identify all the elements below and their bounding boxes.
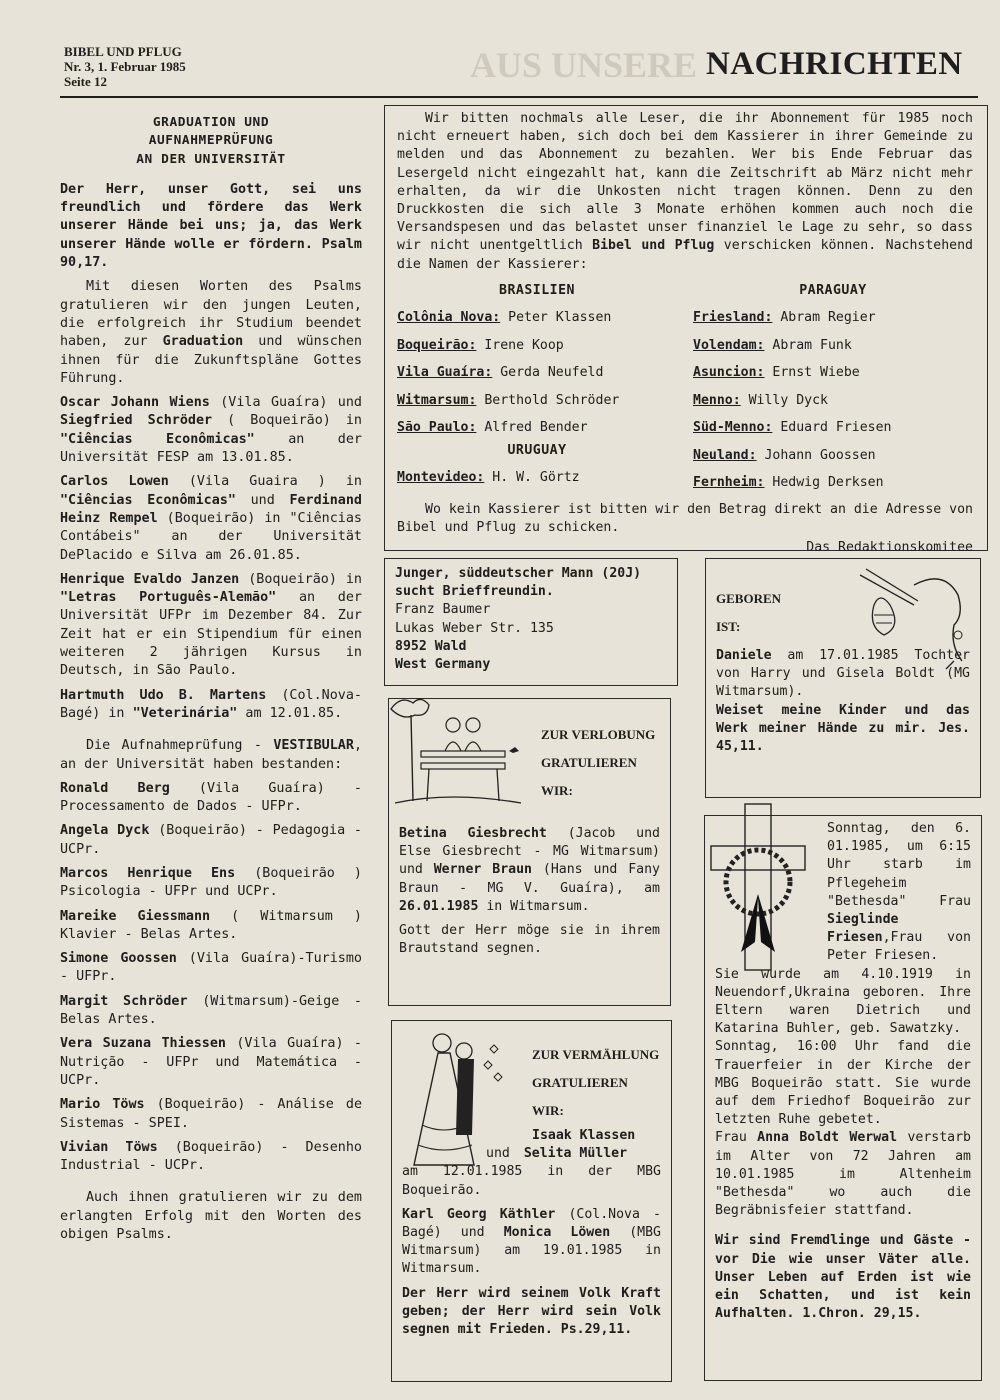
graduate-entry: Henrique Evaldo Janzen (Boqueirão) in "Letras Português-Alemão" an der Universität UFPr im Dezember 84. Zur Zeit hat er ein Stipendium für einen weiteren 2 jährigen Kursus in Deutsch, in São Paulo. [60, 571, 362, 679]
notice-paragraph: Wir bitten nochmals alle Leser, die ihr Abonnement für 1985 noch nicht erneuert haben, sich doch bei dem Kassierer in ihrer Gemeinde zu melden und das Abonnement zu bezahlen. Wer bis Ende Februar das Lesergeld nicht eingezahlt hat, kann die Zeitschrift ab März nicht mehr erhalten, da wir die Unkosten nicht tragen können. Denn zu den Druckkosten die sich alle 3 Monate erhöhen kommen auch noch die Versandspesen und das belastet unser finanziel le Lage zu sehr, so dass wir nicht unentgeltlich Bibel und Pflug verschicken können. Nachstehend die Namen der Kassierer: [397, 111, 973, 272]
death-text-4: Frau Anna Boldt Werwal verstarb im Alter von 72 Jahren am 10.01.1985 im Altenheim "Bethesda" wo auch die Begräbnisfeier stattfand. [715, 1130, 971, 1219]
heading-line: ZUR VERLOBUNG [541, 727, 656, 742]
heading-line: IST: [716, 619, 741, 634]
passed-entry: Angela Dyck (Boqueirão) - Pedagogia - UCPr. [60, 823, 362, 857]
passed-entry: Margit Schröder (Witmarsum)-Geige - Belas Artes. [60, 993, 362, 1028]
country-heading: PARAGUAY [799, 282, 867, 298]
subscription-notice [384, 105, 988, 555]
couple-line: und Selita Müller [486, 1146, 628, 1162]
cross-with-wreath-illustration [705, 802, 817, 972]
stork-illustration [854, 565, 978, 675]
graduation-article [60, 114, 362, 1250]
treasurer-row: Fernheim: Hedwig Derksen [693, 475, 884, 491]
heading-line: GRATULIEREN [532, 1075, 628, 1090]
treasurer-row: Boqueirão: Irene Koop [397, 337, 564, 353]
masthead [64, 44, 186, 89]
birth-verse: Weiset meine Kinder und das Werk meiner Hände zu mir. Jes. 45,11. [716, 702, 970, 755]
intro-paragraph: Mit diesen Worten des Psalms gratulieren wir den jungen Leuten, die erfolgreich ihr Studium beendet haben, zur Graduation und wünschen ihnen für die Zukunftspläne Gottes Führung. [60, 279, 362, 386]
wedding-announcement [391, 1020, 672, 1382]
magazine-name: BIBEL UND PFLUG [64, 44, 182, 59]
passed-entry: Mareike Giessmann ( Witmarsum ) Klavier - Belas Artes. [60, 908, 362, 942]
birth-announcement [705, 558, 981, 798]
engagement-text: Betina Giesbrecht (Jacob und Else Giesbrecht - MG Witmarsum) und Werner Braun (Hans und Fany Braun - MG V. Guaíra), am 26.01.1985 in Witmarsum. [399, 826, 660, 914]
heading-line: ZUR VERMÄHLUNG [532, 1047, 660, 1062]
bridal-couple-illustration [394, 1025, 514, 1175]
treasurer-row: Friesland: Abram Regier [693, 310, 876, 326]
treasurer-row: Volendam: Abram Funk [693, 337, 852, 353]
passed-entry: Marcos Henrique Ens (Boqueirão ) Psicologia - UFPr und UCPr. [60, 865, 362, 900]
couple-on-bench-illustration [381, 691, 531, 821]
treasurer-row: Colônia Nova: Peter Klassen [397, 310, 612, 326]
psalm-quote: Der Herr, unser Gott, sei uns freundlich und fördere das Werk unserer Hände bei uns; ja, das Werk unserer Hände wolle er fördern. Psalm 90,17. [60, 181, 362, 271]
death-notice [704, 815, 982, 1381]
penpal-line: sucht Brieffreundin. [395, 584, 554, 600]
treasurer-row: Menno: Willy Dyck [693, 392, 828, 408]
treasurer-row: Asuncion: Ernst Wiebe [693, 365, 860, 381]
graduate-entry: Oscar Johann Wiens (Vila Guaíra) und Siegfried Schröder ( Boqueirão) in "Ciências Econômicas" an der Universität FESP am 13.01.85. [60, 395, 362, 466]
treasurer-row: Süd-Menno: Eduard Friesen [693, 420, 892, 436]
heading-line: WIR: [532, 1103, 564, 1118]
passed-entry: Ronald Berg (Vila Guaíra) - Processamento de Dados - UFPr. [60, 780, 362, 815]
treasurer-row: Vila Guaíra: Gerda Neufeld [397, 365, 604, 381]
couple-name: Isaak Klassen [532, 1128, 636, 1143]
country-heading: URUGUAY [507, 442, 567, 458]
treasurer-row: Witmarsum: Berthold Schröder [397, 392, 620, 408]
treasurer-row: São Paulo: Alfred Bender [397, 420, 588, 436]
heading-line: WIR: [541, 783, 573, 798]
section-title: NACHRICHTEN [706, 46, 963, 82]
treasurer-row: Neuland: Johann Goossen [693, 447, 876, 463]
vestibular-intro: Die Aufnahmeprüfung - VESTIBULAR, an der Universität haben bestanden: [60, 738, 362, 772]
birth-text: Daniele am 17.01.1985 Tochter von Harry und Gisela Boldt (MG Witmarsum). [716, 648, 970, 700]
graduate-entry: Hartmuth Udo B. Martens (Col.Nova-Bagé) in "Veterinária" am 12.01.85. [60, 687, 362, 721]
penpal-line: Franz Baumer [395, 602, 491, 618]
death-verse: Wir sind Fremdlinge und Gäste - vor Die wie unser Väter alle. Unser Leben auf Erden ist wie ein Schatten, und ist kein Aufhalten. 1.Chron. 29,15. [715, 1233, 971, 1322]
graduate-entry: Carlos Lowen (Vila Guaira ) in "Ciências Econômicas" und Ferdinand Heinz Rempel (Boqueirão) in "Ciências Contábeis" an der Universität DePlacido e Silva am 26.01.85. [60, 474, 362, 563]
penpal-line: Junger, süddeutscher Mann (20J) [395, 566, 642, 581]
penpal-line: Lukas Weber Str. 135 [395, 620, 554, 636]
death-text-3: Sonntag, 16:00 Uhr fand die Trauerfeier in der Kirche der MBG Boqueirão statt. Sie wurde auf dem Friedhof Boqueirão zur letzten Ruhe gebetet. [715, 1039, 971, 1128]
article-title: GRADUATION UND AUFNAHMEPRÜFUNG AN DER UNIVERSITÄT [136, 115, 286, 167]
brazil-column [397, 282, 677, 497]
treasurer-list [397, 282, 973, 497]
passed-entry: Simone Goossen (Vila Guaíra)-Turismo - UFPr. [60, 951, 362, 985]
paraguay-column [677, 282, 973, 497]
engagement-wish: Gott der Herr möge sie in ihrem Brautstand segnen. [399, 923, 660, 957]
page-number: Seite 12 [64, 74, 107, 89]
death-text-2: Sie wurde am 4.10.1919 in Neuendorf,Ukraina geboren. Ihre Eltern waren Dietrich und Katarina Buhler, geb. Sawatzky. [715, 966, 971, 1037]
penpal-line: 8952 Wald [395, 638, 467, 654]
treasurer-row: Montevideo: H. W. Görtz [397, 469, 580, 485]
passed-entry: Vera Suzana Thiessen (Vila Guaíra) - Nutrição - UFPr und Matemática - UCPr. [60, 1036, 362, 1088]
heading-line: GRATULIEREN [541, 755, 637, 770]
bleed-through-heading: AUS UNSERE [470, 45, 698, 85]
penpal-line: West Germany [395, 657, 491, 673]
passed-entry: Mario Töws (Boqueirão) - Análise de Sistemas - SPEI. [60, 1097, 363, 1131]
wedding-date-1: am 12.01.1985 in der MBG Boqueirão. [402, 1164, 661, 1198]
issue-number: Nr. 3, 1. Februar 1985 [64, 59, 186, 74]
death-text-1: Sonntag, den 6. 01.1985, um 6:15 Uhr starb im Pflegeheim "Bethesda" Frau Sieglinde Friesen,Frau von Peter Friesen. [827, 821, 971, 964]
country-heading: BRASILIEN [499, 282, 575, 298]
header-rule [60, 96, 978, 98]
notice-footnote: Wo kein Kassierer ist bitten wir den Betrag direkt an die Adresse von Bibel und Pflug zu schicken. [397, 501, 973, 535]
passed-entry: Vivian Töws (Boqueirão) - Desenho Industrial - UCPr. [60, 1139, 362, 1174]
closing-paragraph: Auch ihnen gratulieren wir zu dem erlangten Erfolg mit den Worten des obigen Psalms. [60, 1190, 362, 1243]
wedding-verse: Der Herr wird seinem Volk Kraft geben; der Herr wird sein Volk segnen mit Frieden. Ps.29,11. [402, 1285, 661, 1338]
penpal-ad [384, 558, 678, 686]
wedding-couple-2: Karl Georg Käthler (Col.Nova - Bagé) und Monica Löwen (MBG Witmarsum) am 19.01.1985 in Witmarsum. [402, 1206, 661, 1277]
heading-line: GEBOREN [716, 591, 782, 606]
engagement-announcement [388, 698, 671, 1006]
signature: Das Redaktionskomitee [806, 539, 973, 555]
